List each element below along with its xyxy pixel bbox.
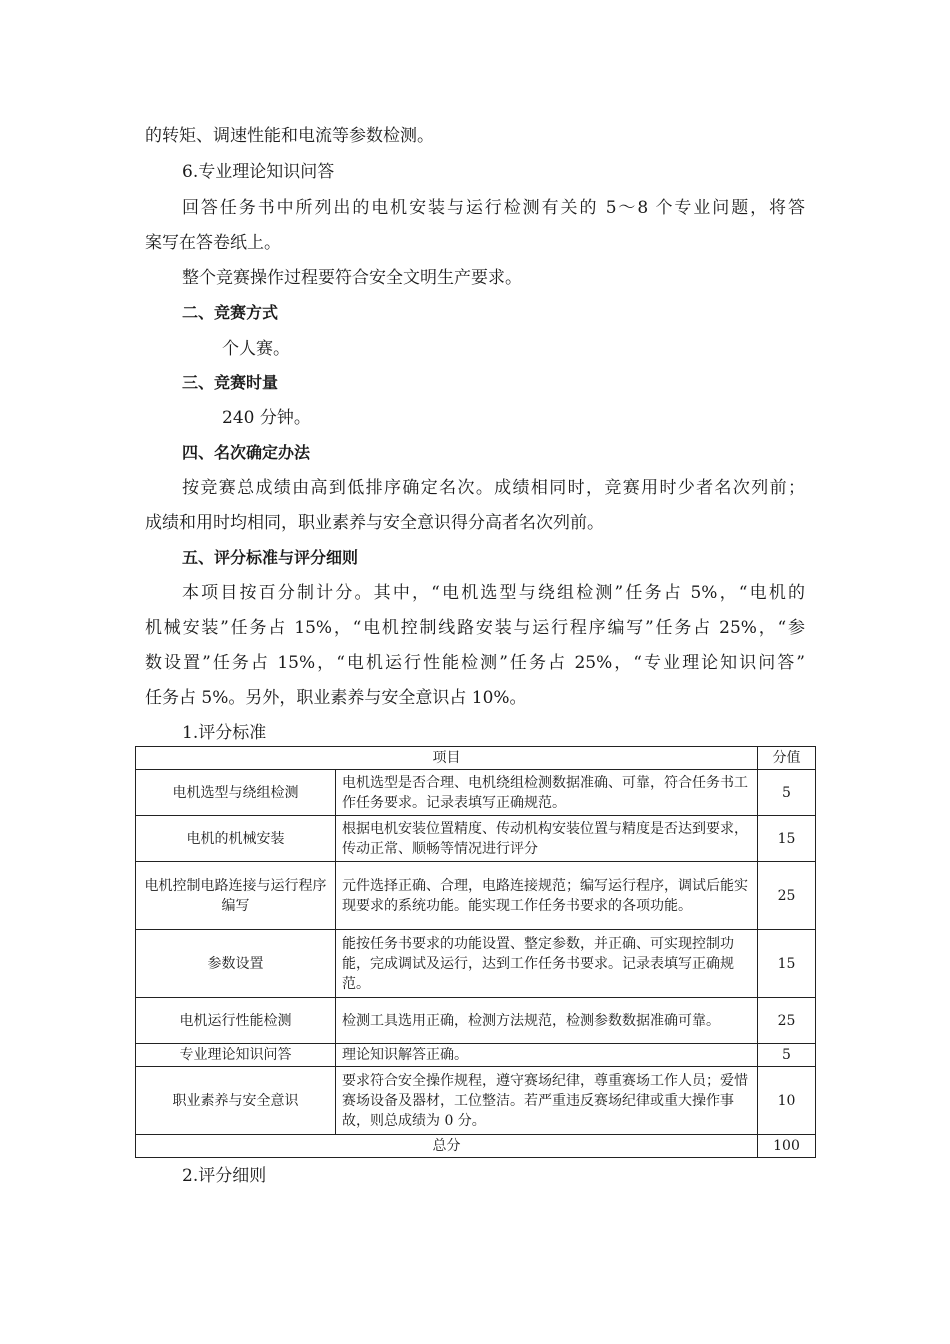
section-heading-competition-mode: 二、竞赛方式 xyxy=(182,303,279,322)
table-row xyxy=(136,930,816,998)
table-row xyxy=(136,770,816,816)
paragraph-scoring-line4: 任务占 5%。另外，职业素养与安全意识占 10%。 xyxy=(145,688,527,708)
table-row xyxy=(136,1044,816,1067)
row-item-description: 电机选型是否合理、电机绕组检测数据准确、可靠，符合任务书工作任务要求。记录表填写正确规范。 xyxy=(336,770,758,816)
subsection-scoring-standard: 1.评分标准 xyxy=(182,723,267,743)
table-header-score: 分值 xyxy=(758,747,816,770)
row-item-score: 15 xyxy=(758,816,816,862)
paragraph-continuation: 的转矩、调速性能和电流等参数检测。 xyxy=(145,126,434,146)
paragraph-scoring-line1: 本项目按百分制计分。其中，“电机选型与绕组检测”任务占 5%，“电机的 xyxy=(182,583,805,603)
row-item-score: 25 xyxy=(758,998,816,1044)
row-item-description: 要求符合安全操作规程，遵守赛场纪律，尊重赛场工作人员；爱惜赛场设备及器材，工位整洁。若严重违反赛场纪律或重大操作事故，则总成绩为 0 分。 xyxy=(336,1067,758,1135)
table-row xyxy=(136,998,816,1044)
table-row xyxy=(136,1067,816,1135)
row-item-name: 电机运行性能检测 xyxy=(136,998,336,1044)
total-score: 100 xyxy=(758,1135,816,1158)
row-item-name: 电机选型与绕组检测 xyxy=(136,770,336,816)
row-item-score: 10 xyxy=(758,1067,816,1135)
table-row xyxy=(136,816,816,862)
row-item-score: 25 xyxy=(758,862,816,930)
row-item-score: 15 xyxy=(758,930,816,998)
paragraph-duration: 240 分钟。 xyxy=(222,408,311,428)
subsection-scoring-details: 2.评分细则 xyxy=(182,1166,267,1186)
paragraph-qa-line2: 案写在答卷纸上。 xyxy=(145,233,281,253)
paragraph-safety: 整个竞赛操作过程要符合安全文明生产要求。 xyxy=(182,268,522,288)
row-item-description: 元件选择正确、合理，电路连接规范；编写运行程序，调试后能实现要求的系统功能。能实现工作任务书要求的各项功能。 xyxy=(336,862,758,930)
row-item-description: 检测工具选用正确，检测方法规范，检测参数数据准确可靠。 xyxy=(336,998,758,1044)
paragraph-scoring-line3: 数设置”任务占 15%，“电机运行性能检测”任务占 25%，“专业理论知识问答” xyxy=(145,653,805,673)
scoring-standard-table xyxy=(135,746,816,1158)
paragraph-individual: 个人赛。 xyxy=(222,339,290,359)
row-item-score: 5 xyxy=(758,770,816,816)
section-heading-scoring: 五、评分标准与评分细则 xyxy=(182,548,359,567)
row-item-name: 参数设置 xyxy=(136,930,336,998)
section-heading-ranking: 四、名次确定办法 xyxy=(182,443,311,462)
paragraph-scoring-line2: 机械安装”任务占 15%，“电机控制线路安装与运行程序编写”任务占 25%，“参 xyxy=(145,618,805,638)
row-item-description: 能按任务书要求的功能设置、整定参数，并正确、可实现控制功能，完成调试及运行，达到工作任务书要求。记录表填写正确规范。 xyxy=(336,930,758,998)
row-item-description: 根据电机安装位置精度、传动机构安装位置与精度是否达到要求，传动正常、顺畅等情况进行评分 xyxy=(336,816,758,862)
row-item-name: 专业理论知识问答 xyxy=(136,1044,336,1067)
subsection-6-title: 6.专业理论知识问答 xyxy=(182,162,335,182)
row-item-name: 电机控制电路连接与运行程序编写 xyxy=(136,862,336,930)
row-item-description: 理论知识解答正确。 xyxy=(336,1044,758,1067)
table-row xyxy=(136,862,816,930)
row-item-name: 职业素养与安全意识 xyxy=(136,1067,336,1135)
row-item-name: 电机的机械安装 xyxy=(136,816,336,862)
paragraph-ranking-line1: 按竞赛总成绩由高到低排序确定名次。成绩相同时，竞赛用时少者名次列前； xyxy=(182,478,805,498)
row-item-score: 5 xyxy=(758,1044,816,1067)
paragraph-qa-line1: 回答任务书中所列出的电机安装与运行检测有关的 5～8 个专业问题，将答 xyxy=(182,198,805,218)
section-heading-duration: 三、竞赛时量 xyxy=(182,373,279,392)
total-label: 总分 xyxy=(136,1135,758,1158)
table-header-row xyxy=(136,747,816,770)
paragraph-ranking-line2: 成绩和用时均相同，职业素养与安全意识得分高者名次列前。 xyxy=(145,513,604,533)
table-header-item: 项目 xyxy=(136,747,758,770)
table-total-row xyxy=(136,1135,816,1158)
